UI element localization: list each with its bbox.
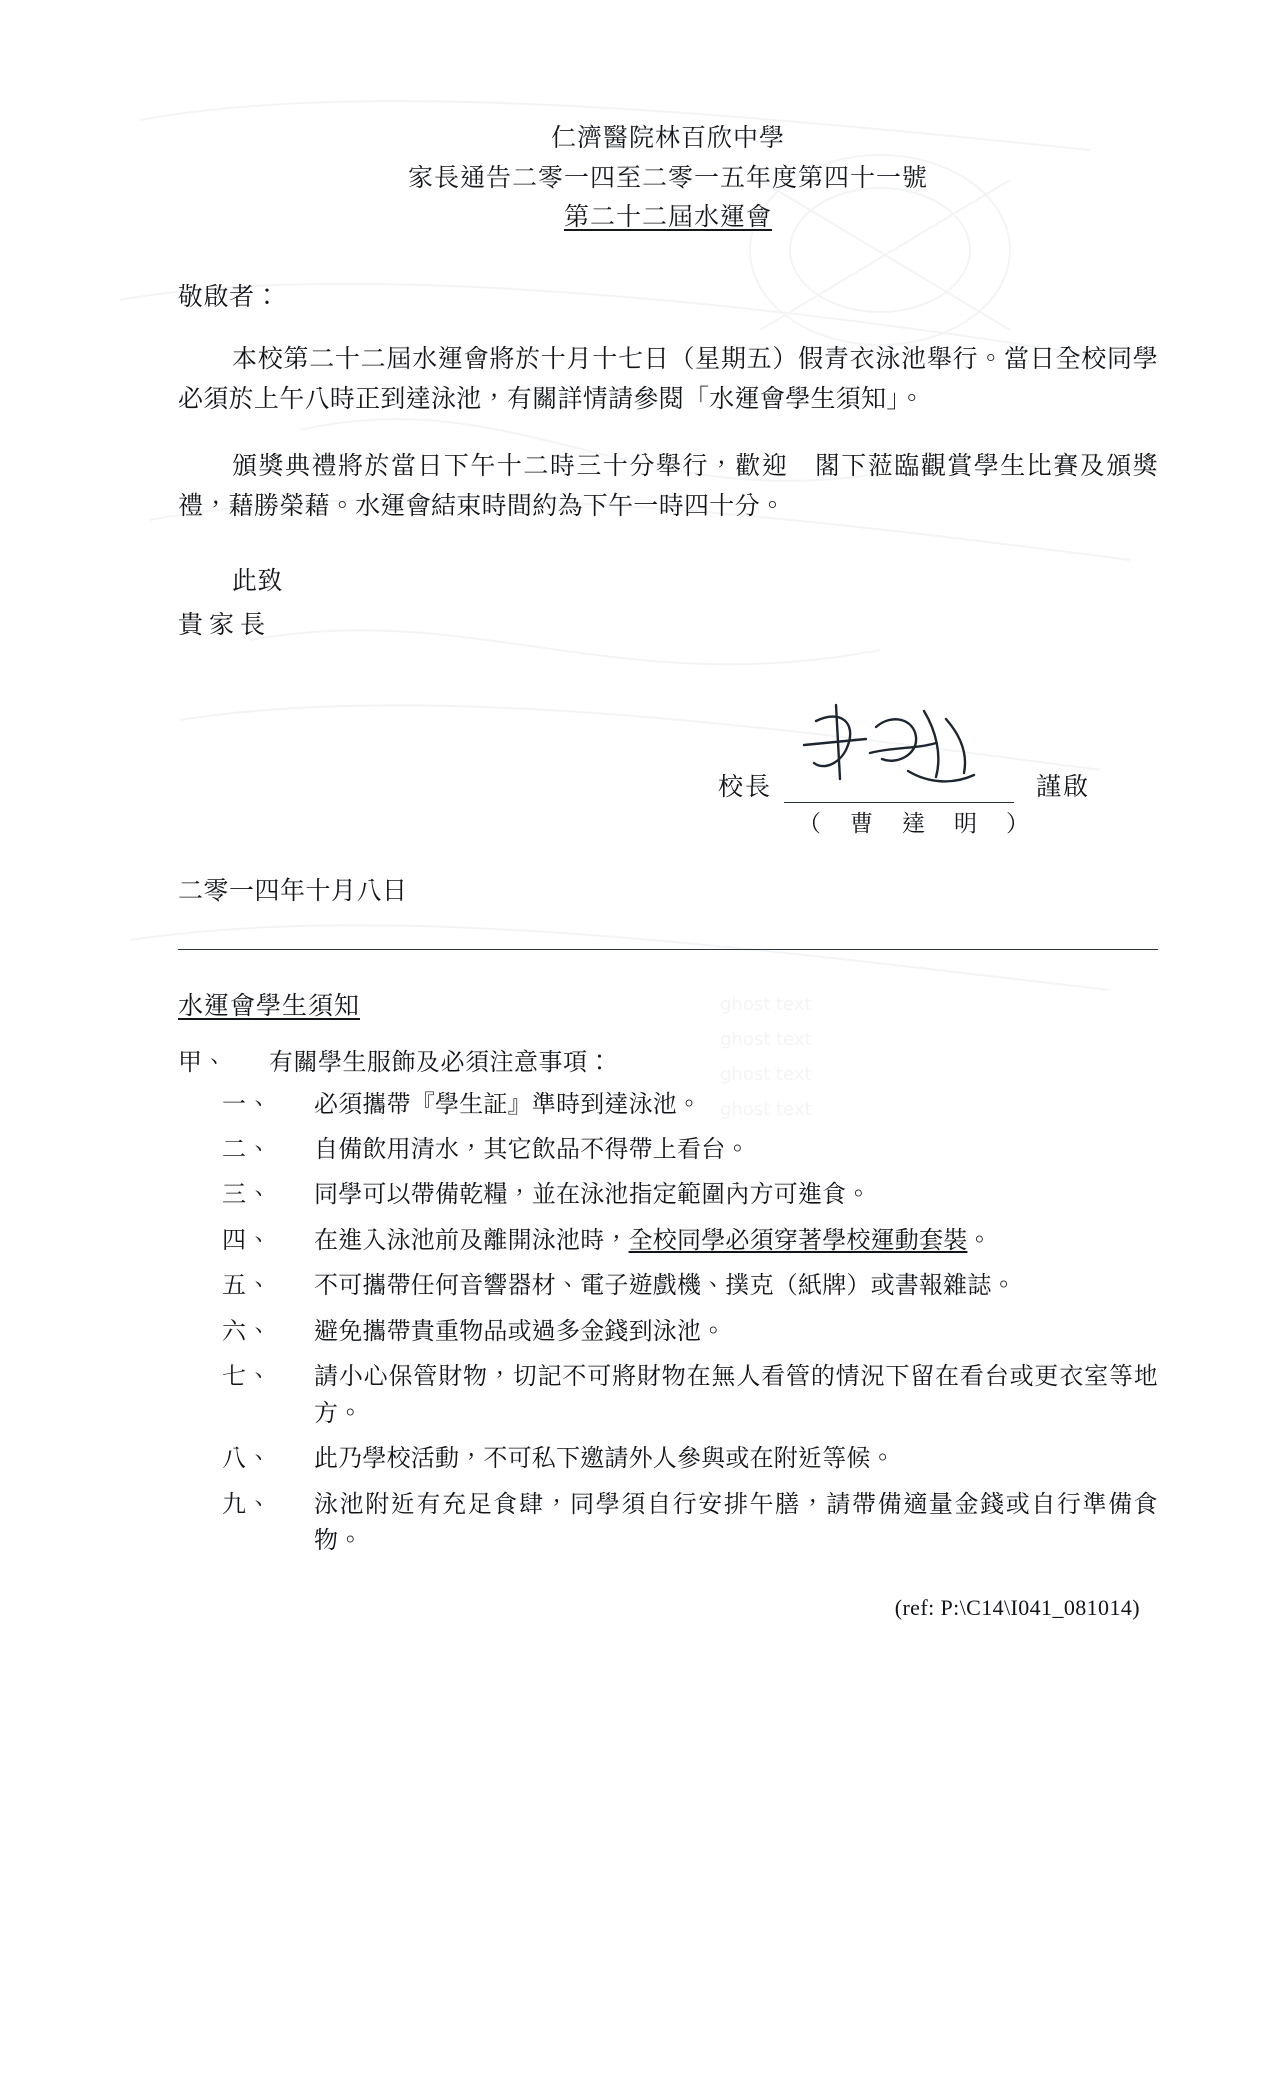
- note-text: 自備飲用清水，其它飲品不得帶上看台。: [314, 1134, 750, 1163]
- notes-lead-marker: 甲、: [178, 1047, 227, 1076]
- note-number: 二、: [222, 1134, 272, 1163]
- note-text: 避免攜帶貴重物品或過多金錢到泳池。: [314, 1316, 726, 1345]
- list-item: [178, 1222, 1158, 1258]
- note-text: 必須攜帶『學生証』準時到達泳池。: [314, 1089, 702, 1118]
- list-item: [178, 1131, 1158, 1167]
- note-text: 不可攜帶任何音響器材、電子遊戲機、撲克（紙牌）或書報雜誌。: [314, 1271, 1016, 1300]
- signature-suffix: 謹啟: [1036, 771, 1091, 801]
- signature-block: [178, 719, 1158, 849]
- note-text-before: 在進入泳池前及離開泳池時，: [314, 1225, 629, 1254]
- note-text-after: 。: [967, 1225, 992, 1254]
- signature-label: 校長: [718, 771, 773, 801]
- list-item: [178, 1486, 1158, 1559]
- note-number: 七、: [222, 1362, 272, 1391]
- closing-line-2: 貴家長: [178, 609, 272, 639]
- reference-code: (ref: P:\C14\I041_081014): [894, 1594, 1140, 1620]
- svg-text:ghost text: ghost text: [720, 1099, 812, 1120]
- note-number: 五、: [222, 1271, 272, 1300]
- paragraph-1: 本校第二十二屆水運會將於十月十七日（星期五）假青衣泳池舉行。當日全校同學必須於上午八時正到達泳池，有關詳情請參閱「水運會學生須知」。: [178, 343, 1158, 413]
- note-number: 九、: [222, 1489, 272, 1518]
- signature-line: [784, 774, 1014, 803]
- note-text: 同學可以帶備乾糧，並在泳池指定範圍內方可進食。: [314, 1180, 871, 1209]
- closing-line-1: 此致: [232, 565, 284, 595]
- document-date: 二零一四年十月八日: [178, 875, 408, 905]
- svg-text:ghost text: ghost text: [720, 1029, 812, 1050]
- svg-text:ghost text: ghost text: [720, 1064, 812, 1085]
- note-number: 三、: [222, 1180, 272, 1209]
- note-text-emphasis: 全校同學必須穿著學校運動套裝: [628, 1225, 968, 1254]
- list-item: [178, 1313, 1158, 1349]
- note-number: 八、: [222, 1444, 272, 1473]
- note-text: 泳池附近有充足食肆，同學須自行安排午膳，請帶備適量金錢或自行準備食物。: [314, 1489, 1158, 1555]
- paragraph-2: 頒獎典禮將於當日下午十二時三十分舉行，歡迎 閣下蒞臨觀賞學生比賽及頒獎禮，藉勝榮藉。水運會結束時間約為下午一時四十分。: [178, 450, 1158, 520]
- list-item: [178, 1358, 1158, 1431]
- notes-lead: [178, 1042, 1158, 1077]
- note-number: 六、: [222, 1316, 272, 1345]
- note-text: [314, 1222, 1158, 1258]
- notice-number: 家長通告二零一四至二零一五年度第四十一號: [407, 162, 928, 192]
- note-number: 一、: [222, 1089, 272, 1118]
- note-text: 請小心保管財物，切記不可將財物在無人看管的情況下留在看台或更衣室等地方。: [314, 1362, 1158, 1427]
- svg-text:ghost text: ghost text: [720, 994, 812, 1015]
- document-body: [178, 118, 1158, 1621]
- list-item: [178, 1176, 1158, 1212]
- principal-name: （ 曹 達 明 ）: [798, 810, 1032, 837]
- section-divider: [178, 949, 1158, 950]
- list-item: [178, 1267, 1158, 1303]
- school-name: 仁濟醫院林百欣中學: [550, 123, 785, 152]
- list-item: [178, 1440, 1158, 1476]
- notes-title: 水運會學生須知: [178, 990, 361, 1020]
- signature-row: [718, 767, 1090, 803]
- note-number: 四、: [222, 1225, 272, 1254]
- note-text: 此乃學校活動，不可私下邀請外人參與或在附近等候。: [314, 1444, 895, 1473]
- notes-lead-text: 有關學生服飾及必須注意事項：: [269, 1047, 612, 1076]
- salutation: 敬啟者：: [178, 281, 281, 311]
- document-header: [178, 118, 1158, 237]
- document-title: 第二十二屆水運會: [563, 202, 772, 231]
- list-item: [178, 1086, 1158, 1122]
